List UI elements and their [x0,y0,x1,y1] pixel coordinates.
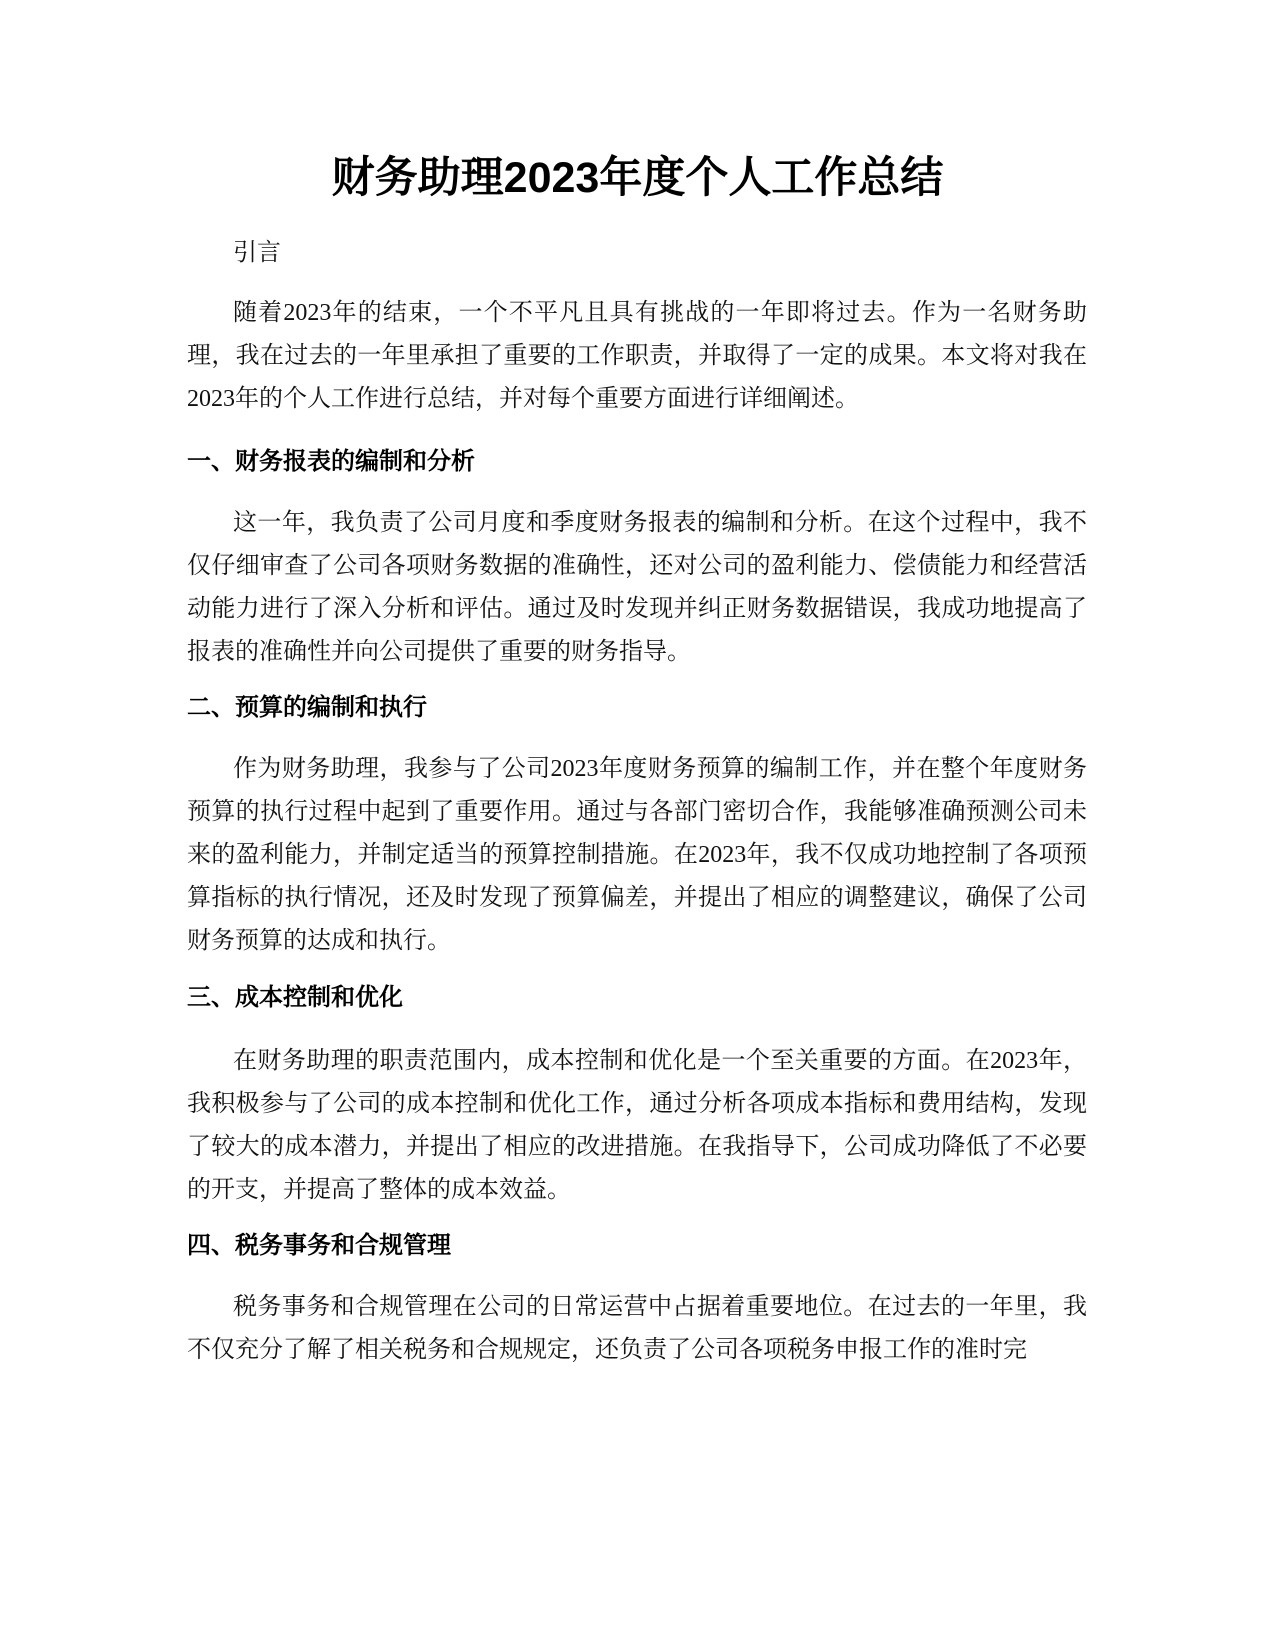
document-title: 财务助理2023年度个人工作总结 [331,154,944,202]
section-paragraph-3: 在财务助理的职责范围内，成本控制和优化是一个至关重要的方面。在2023年，我积极参与了公司的成本控制和优化工作，通过分析各项成本指标和费用结构，发现了较大的成本潜力，并提出了相应的改进措施。在我指导下，公司成功降低了不必要的开支，并提高了整体的成本效益。 [187,1048,1087,1203]
section-paragraph-4: 税务事务和合规管理在公司的日常运营中占据着重要地位。在过去的一年里，我不仅充分了解了相关税务和合规规定，还负责了公司各项税务申报工作的准时完 [187,1294,1087,1363]
intro-paragraph: 随着2023年的结束，一个不平凡且具有挑战的一年即将过去。作为一名财务助理，我在过去的一年里承担了重要的工作职责，并取得了一定的成果。本文将对我在2023年的个人工作进行总结，并对每个重要方面进行详细阐述。 [187,300,1087,412]
intro-label: 引言 [233,240,281,266]
section-paragraph-2: 作为财务助理，我参与了公司2023年度财务预算的编制工作，并在整个年度财务预算的执行过程中起到了重要作用。通过与各部门密切合作，我能够准确预测公司未来的盈利能力，并制定适当的预算控制措施。在2023年，我不仅成功地控制了各项预算指标的执行情况，还及时发现了预算偏差，并提出了相应的调整建议，确保了公司财务预算的达成和执行。 [187,756,1087,954]
section-heading-4: 四、税务事务和合规管理 [187,1232,451,1259]
section-heading-1: 一、财务报表的编制和分析 [187,448,475,475]
section-paragraph-1: 这一年，我负责了公司月度和季度财务报表的编制和分析。在这个过程中，我不仅仔细审查了公司各项财务数据的准确性，还对公司的盈利能力、偿债能力和经营活动能力进行了深入分析和评估。通过及时发现并纠正财务数据错误，我成功地提高了报表的准确性并向公司提供了重要的财务指导。 [187,510,1087,665]
section-heading-2: 二、预算的编制和执行 [187,694,427,721]
section-heading-3: 三、成本控制和优化 [187,984,403,1011]
